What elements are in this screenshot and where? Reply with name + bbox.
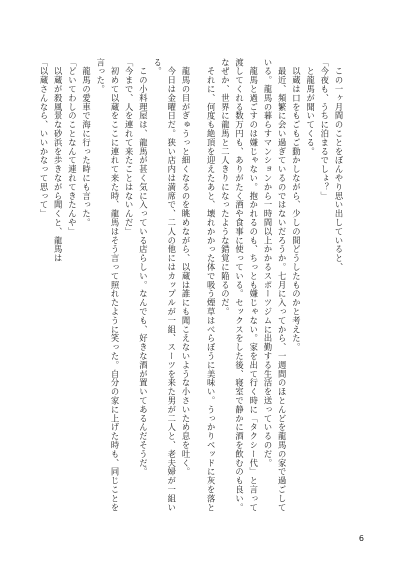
paragraph: 以蔵が殺風景な砂浜を歩きながら聞くと、龍馬は xyxy=(53,58,64,263)
paragraph: 「以蔵さんなら、いいかなって思って」 xyxy=(39,58,49,219)
paragraph: 以蔵は口をもごもご動かしながら、少しの間どうしたものかと考えた。 xyxy=(291,58,302,352)
paragraph: それに、何度も絶頂を迎えたあと、壊れかかった体で吸う煙草はべらぼうに美味い。うっかりベッドに灰を落と xyxy=(206,66,217,512)
paragraph: この一ヶ月間のことをぼんやり思い出していると、 xyxy=(334,58,344,272)
paragraph: 「今夜も、うちに泊まるでしょ？」 xyxy=(319,58,330,201)
paragraph: 初めて以蔵をここに連れて来た時、龍馬はそう言って照れたように笑った。自分の家に上げた時も、同じことを言った。 xyxy=(95,58,120,512)
page-number: 6 xyxy=(358,534,364,543)
text-column-left xyxy=(39,58,193,518)
paragraph: 最近、頻繁に会い過ぎているのではないだろうか。七月に入ってから、一週間のほとんどを龍馬の家で過ごしている。龍馬の暮らすマンションから一時間以上かかるスポーツジムに出勤する生活を送っているのだ。 xyxy=(262,58,288,512)
paragraph: この小料理屋は、龍馬が甚く気に入っている店らしい。なんでも、好きな酒が置いてあるんだそうだ。 xyxy=(138,58,149,477)
paragraph: 龍馬の愛車で海に行った時にも言った。 xyxy=(81,58,92,228)
paragraph: 「今まで、人を連れて来たことはないんだ」 xyxy=(124,58,135,236)
paragraph: 「どいてわしのことなんて連れてきたんや」 xyxy=(67,58,78,236)
paragraph: 龍馬と過ごすのは嫌じゃない。抱かれるのも、ちっとも嫌じゃない。家を出て行く時に「タクシー代」と言って渡してくれる数万円も、ありがたく酒や食事に使っている。セックスをした後、寝室で静かに酒を飲むのも良い。なぜか、世界に龍馬と二人きりになったような錯覚に陥るのだ。 xyxy=(220,58,259,512)
paragraph: 龍馬の目がぎゅうっと細くなるのを眺めながら、以蔵は誰にも聞こえないような小さいため息を吐く。 xyxy=(181,58,191,477)
paragraph: 今日は金曜日だ。狭い店内は満席で、二人の他にはカップルが一組、スーツを来た男が二人と、老夫婦が一組いる。 xyxy=(152,58,177,512)
text-column-right xyxy=(206,58,346,518)
paragraph: と龍馬が聞いてくる。 xyxy=(305,58,316,156)
